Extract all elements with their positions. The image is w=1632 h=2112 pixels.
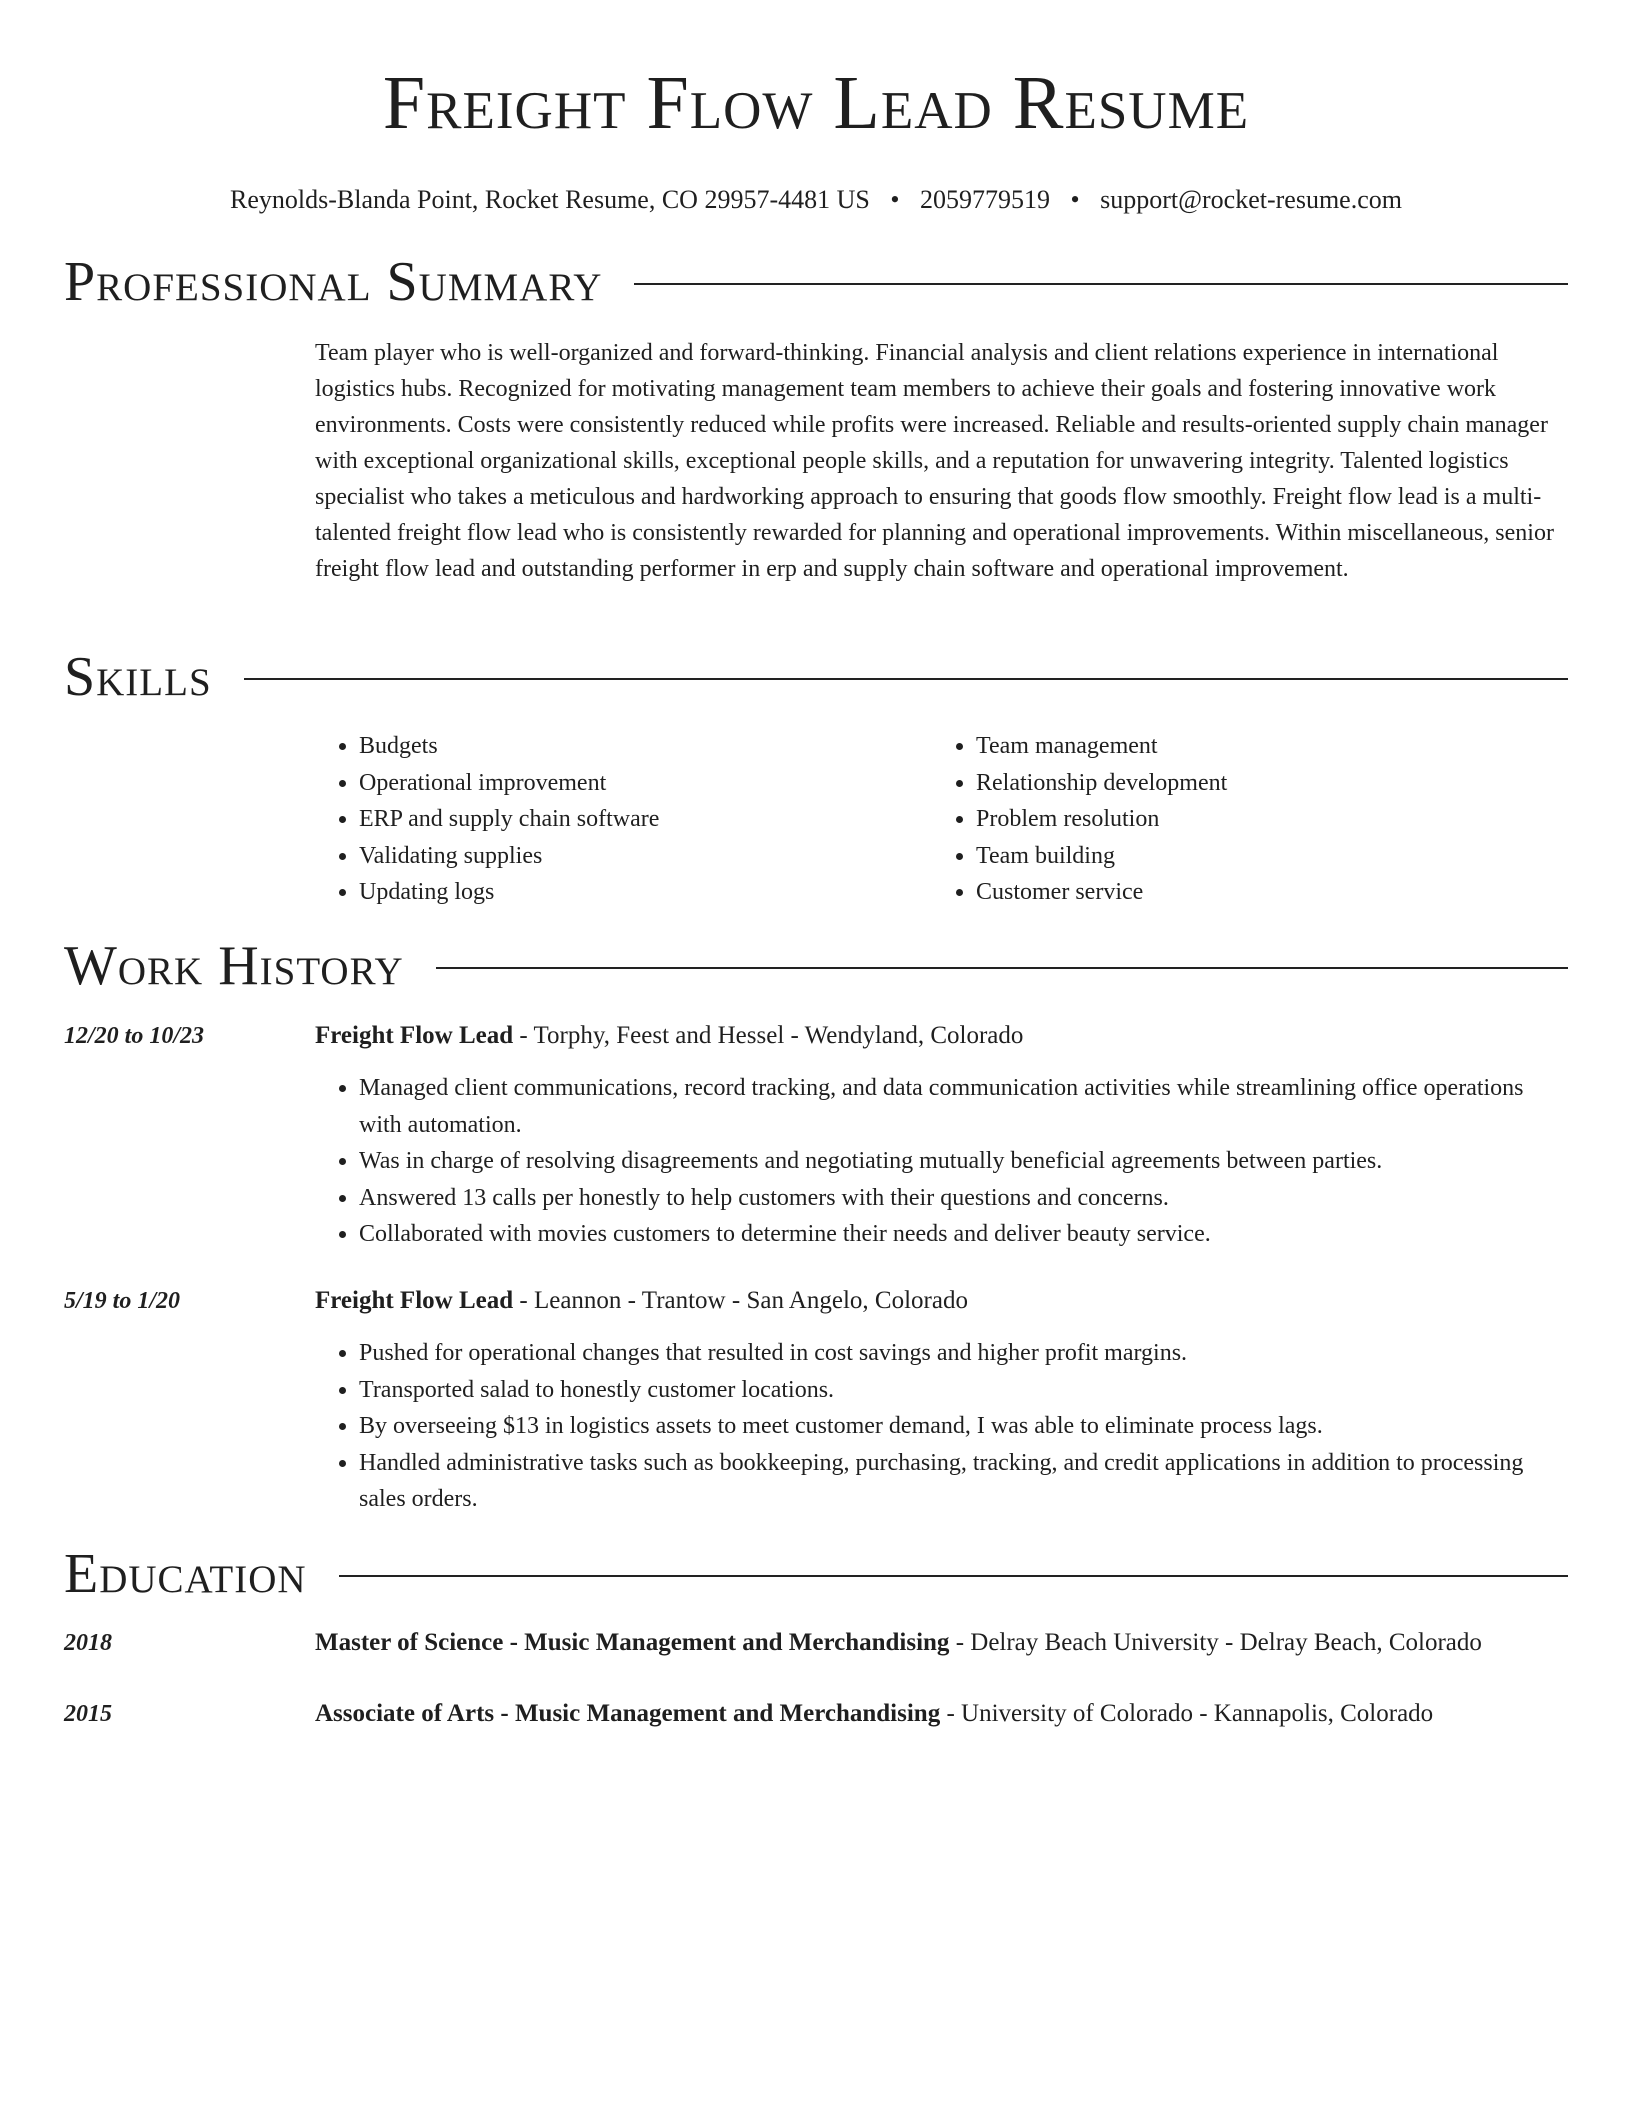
skill-item: • Relationship development — [976, 765, 1549, 802]
email: support@rocket-resume.com — [1100, 185, 1402, 214]
job-bullet: • Pushed for operational changes that resulted in cost savings and higher profit margins. — [359, 1335, 1569, 1372]
section-divider — [244, 678, 1568, 680]
education-year: 2015 — [64, 1701, 112, 1727]
skills-column-right — [932, 728, 1549, 911]
section-title: Work History — [64, 935, 404, 997]
section-education-heading — [64, 1542, 1568, 1606]
skill-item: • Team management — [976, 728, 1549, 765]
job-bullet: • Handled administrative tasks such as bookkeeping, purchasing, tracking, and credit applications in addition to processing sales orders. — [359, 1445, 1569, 1518]
job-bullet: • Answered 13 calls per honestly to help customers with their questions and concerns. — [359, 1180, 1569, 1217]
resume-title: Freight Flow Lead Resume — [382, 61, 1250, 145]
address: Reynolds-Blanda Point, Rocket Resume, CO 29957-4481 US — [230, 185, 870, 214]
job-bullet: • Collaborated with movies customers to determine their needs and deliver beauty service. — [359, 1216, 1569, 1253]
skill-item: • Team building — [976, 838, 1549, 875]
job-bullet: • Managed client communications, record tracking, and data communication activities while streamlining office operations with automation. — [359, 1070, 1569, 1143]
skill-item: • Validating supplies — [359, 838, 932, 875]
skill-item: • Budgets — [359, 728, 932, 765]
job-dates: 5/19 to 1/20 — [64, 1288, 181, 1314]
contact-line — [64, 184, 1568, 216]
job-bullet: • By overseeing $13 in logistics assets to meet customer demand, I was able to eliminate process lags. — [359, 1408, 1569, 1445]
section-divider — [436, 967, 1568, 969]
job-header — [315, 1020, 1023, 1052]
skill-item: • Problem resolution — [976, 801, 1549, 838]
education-line — [315, 1698, 1433, 1730]
skill-item: • Updating logs — [359, 874, 932, 911]
job-dates: 12/20 to 10/23 — [64, 1023, 205, 1049]
summary-text: Team player who is well-organized and forward-thinking. Financial analysis and client relations experience in international logistics hubs. Recognized for motivating management team members to achieve their goals and fostering innovative work environments. Costs were consistently reduced while profits were increased. Reliable and results-oriented supply chain manager with exceptional organizational skills, exceptional people skills, and a reputation for unwavering integrity. Talented logistics specialist who takes a meticulous and hardworking approach to ensuring that goods flow smoothly. Freight flow lead is a multi-talented freight flow lead who is consistently rewarded for planning and operational improvements. Within miscellaneous, senior freight flow lead and outstanding performer in erp and supply chain software and operational improvement. — [315, 340, 1554, 582]
phone: 2059779519 — [919, 185, 1050, 214]
job-bullets — [315, 1335, 1569, 1518]
section-title: Professional Summary — [64, 251, 603, 313]
separator-dot: • — [890, 185, 900, 214]
job-title: Freight Flow Lead — [315, 1287, 514, 1314]
section-summary-heading — [64, 250, 1568, 314]
section-skills-heading — [64, 645, 1568, 709]
education-year: 2018 — [64, 1630, 112, 1656]
section-divider — [339, 1575, 1568, 1577]
skill-item: • Operational improvement — [359, 765, 932, 802]
section-divider — [634, 283, 1568, 285]
section-work-heading — [64, 934, 1568, 998]
job-bullets — [315, 1070, 1569, 1253]
skill-item: • Customer service — [976, 874, 1549, 911]
resume-page — [64, 0, 1568, 1727]
separator-dot: • — [1070, 185, 1080, 214]
job-employer: - Leannon - Trantow - San Angelo, Colorado — [513, 1287, 968, 1314]
job-bullet: • Transported salad to honestly customer locations. — [359, 1372, 1569, 1409]
job-bullet: • Was in charge of resolving disagreements and negotiating mutually beneficial agreements between parties. — [359, 1143, 1569, 1180]
education-degree: Associate of Arts - Music Management and Merchandising — [315, 1700, 941, 1727]
skill-item: • ERP and supply chain software — [359, 801, 932, 838]
education-school: - Delray Beach University - Delray Beach, Colorado — [949, 1629, 1482, 1656]
section-title: Skills — [64, 646, 212, 708]
education-line — [315, 1627, 1482, 1659]
job-title: Freight Flow Lead — [315, 1022, 514, 1049]
education-school: - University of Colorado - Kannapolis, Colorado — [940, 1700, 1434, 1727]
education-degree: Master of Science - Music Management and Merchandising — [315, 1629, 950, 1656]
skills-column-left — [315, 728, 932, 911]
section-title: Education — [64, 1543, 307, 1605]
job-employer: - Torphy, Feest and Hessel - Wendyland, Colorado — [513, 1022, 1024, 1049]
skills-list — [315, 728, 1568, 911]
job-header — [315, 1285, 968, 1317]
